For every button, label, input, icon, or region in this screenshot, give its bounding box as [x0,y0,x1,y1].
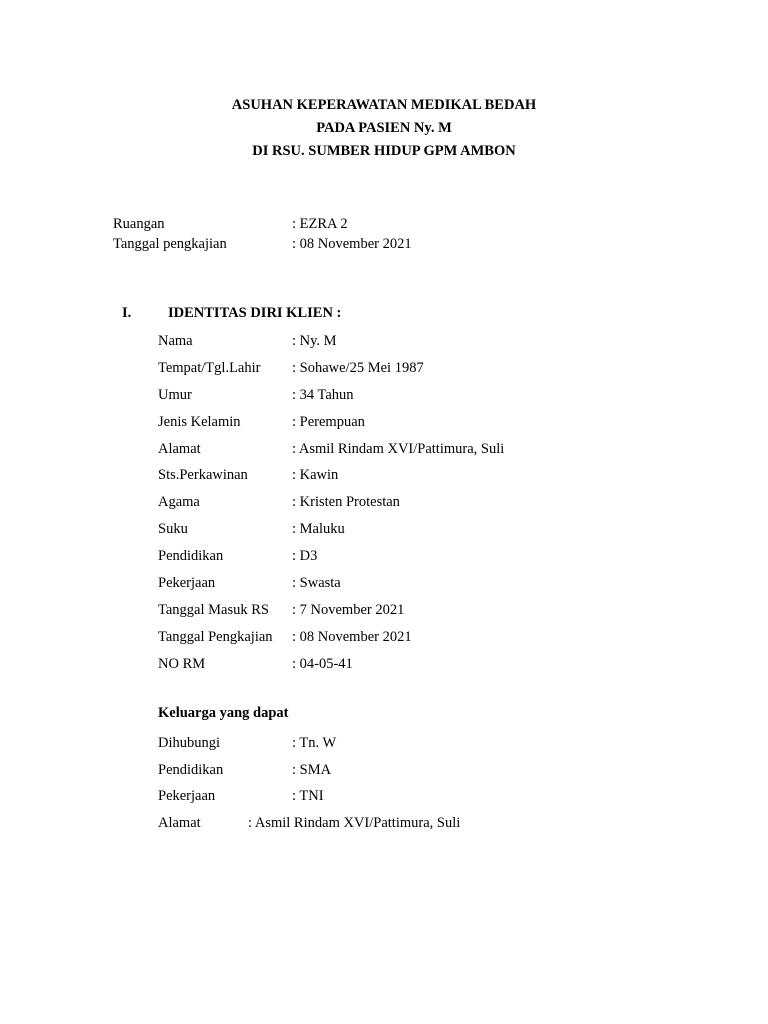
field-label: Tanggal Pengkajian [158,628,273,645]
field-value: : 04-05-41 [292,655,353,672]
field-value: : 7 November 2021 [292,601,405,618]
family-label: Alamat [158,814,201,831]
field-value: : Maluku [292,521,345,538]
field-value: : Swasta [292,575,341,592]
info-value: : 08 November 2021 [292,236,412,252]
family-contact-heading: Keluarga yang dapat [158,705,289,721]
field-value: : Kawin [292,467,339,484]
family-value: : SMA [292,761,332,778]
field-label: Pendidikan [158,548,224,565]
family-label: Pendidikan [158,761,224,778]
field-value: : Sohawe/25 Mei 1987 [292,359,424,376]
info-value: : EZRA 2 [292,216,348,232]
field-value: : Perempuan [292,413,365,430]
field-value: : 34 Tahun [292,386,354,403]
field-value: : Ny. M [292,333,337,349]
document-title [0,94,768,163]
field-label: Tempat/Tgl.Lahir [158,359,261,376]
field-label: Suku [158,521,188,538]
title-line-2: PADA PASIEN Ny. M [316,120,452,136]
field-value: : Kristen Protestan [292,494,400,511]
field-label: Alamat [158,440,201,457]
field-label: Umur [158,386,192,403]
title-line-1: ASUHAN KEPERAWATAN MEDIKAL BEDAH [231,97,537,113]
field-label: NO RM [158,655,206,672]
field-label: Nama [158,333,193,349]
field-label: Agama [158,494,200,511]
family-value: : Tn. W [292,735,337,751]
section-title: IDENTITAS DIRI KLIEN : [168,305,342,321]
field-value: : 08 November 2021 [292,628,412,645]
info-label: Tanggal pengkajian [113,236,227,252]
field-label: Jenis Kelamin [158,413,241,430]
family-value: : TNI [292,788,324,804]
field-label: Pekerjaan [158,575,216,592]
family-label: Dihubungi [158,735,221,751]
info-label: Ruangan [113,216,165,232]
field-value: : D3 [292,548,318,565]
title-line-3: DI RSU. SUMBER HIDUP GPM AMBON [252,143,516,159]
family-label: Pekerjaan [158,788,216,804]
field-value: : Asmil Rindam XVI/Pattimura, Suli [292,440,505,457]
section-number: I. [122,305,132,321]
field-label: Tanggal Masuk RS [158,601,269,618]
field-label: Sts.Perkawinan [158,467,248,484]
family-value: : Asmil Rindam XVI/Pattimura, Suli [248,814,461,831]
